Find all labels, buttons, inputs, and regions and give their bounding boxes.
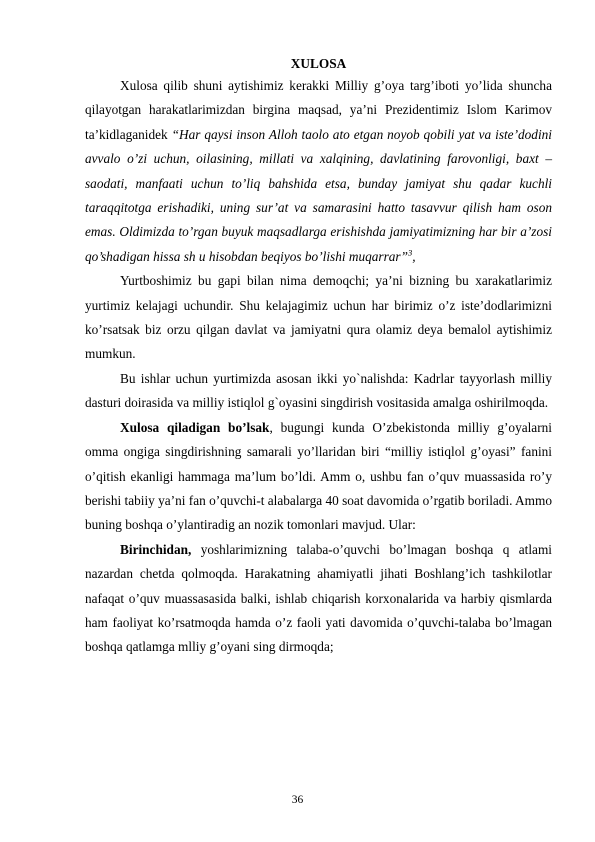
paragraph-2: Yurtboshimiz bu gapi bilan nima demoqchi; ya’ni bizning bu xarakatlarimiz yurtimiz kelajagi uchundir. Shu kelajagimiz uchun har birimiz o’z iste’dodlarimizni ko’rsatsak biz orzu qilgan davlat va jamiyatni qura olamiz deya bemalol aytishimiz mumkun.	[85, 273, 552, 362]
paragraph-1-end: ,	[412, 248, 416, 264]
page-content	[85, 54, 552, 660]
paragraph-5-text: yoshlarimizning talaba-o’quvchi bo’lmagan boshqa q atlami nazardan chetda qolmoqda. Harakatning ahamiyatli jihati Boshlang’ich tashkilotlar nafaqat o’quv muassasasida balki, ishlab chiqarish korxonalarida va harbiy qismlarda ham faoliyat ko’rsatmoqda hamda o’z faoli yati davomida o’quvchi-talaba bo’lmagan boshqa qatlamga mlliy g’oyani sing dirmoqda;	[85, 541, 552, 655]
page-title: XULOSA	[290, 56, 347, 71]
president-quote: “Har qaysi inson Alloh taolo ato etgan noyob qobili yat va iste’dodini avvalo o’zi uchun, oilasining, millati va xalqining, davlatining farovonligi, baxt – saodati, manfaati uchun to’liq bahshida etsa, bunday jamiyat shu qadar kuchli taraqqitotga erishadiki, uning sur’at va samarasini hatto tasavvur qilish ham oson emas. Oldimizda to’rgan buyuk maqsadlarga erishishda jamiyatimizning har bir a’zosi qo’shadigan hissa sh u hisobdan beqiyos bo’lishi muqarrar”	[85, 126, 552, 264]
paragraph-1	[85, 74, 552, 269]
paragraph-3: Bu ishlar uchun yurtimizda asosan ikki yo`nalishda: Kadrlar tayyorlash milliy dasturi doirasida va milliy istiqlol g`oyasini singdirish vositasida amalga oshirilmoqda.	[85, 370, 552, 411]
paragraph-1-lead: Xulosa qilib shuni aytishimiz kerakki Milliy g’oya targ’iboti yo’lida shuncha qilayotgan harakatlarimizdan birgina maqsad, ya’ni Prezidentimiz Islom Karimov ta’kidlaganidek	[85, 78, 552, 142]
paragraph-4-text: , bugungi kunda O’zbekistonda milliy g’oyalarni omma ongiga singdirishning samarali yo’llaridan biri “milliy istiqlol g’oyasi” fanini o’qitish ekanligi hammaga ma’lum bo’ldi. Amm o, ushbu fan o’quv muassasida ro’y berishi tabiiy ya’ni fan o’quvchi-t alabalarga 40 soat davomida o’rgatib boriladi. Ammo buning boshqa o’ylantiradig an nozik tomonlari mavjud. Ular:	[85, 419, 552, 533]
paragraph-5-bold-lead: Birinchidan,	[120, 541, 192, 557]
paragraph-5	[85, 538, 552, 660]
page-number: 36	[291, 794, 304, 806]
paragraph-4-bold-lead: Xulosa qiladigan bo’lsak	[120, 419, 270, 435]
paragraph-4	[85, 416, 552, 538]
footnote-ref: 3	[407, 247, 413, 258]
